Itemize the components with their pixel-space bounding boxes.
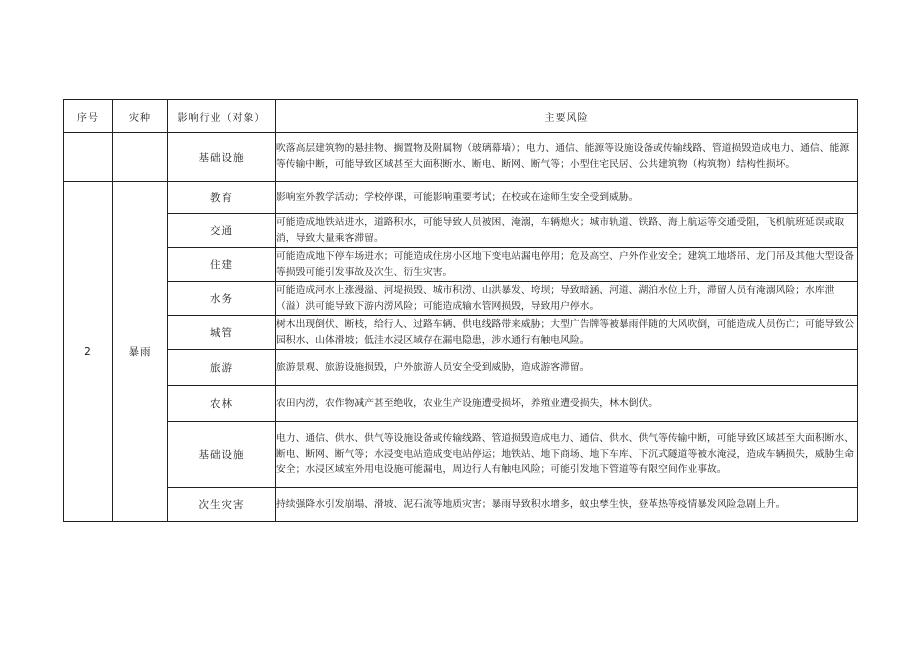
table-row [64, 316, 858, 350]
table-row [64, 422, 858, 488]
table-row [64, 282, 858, 316]
industry-cell: 住建 [168, 248, 276, 282]
risk-cell: 可能造成河水上涨漫溢、河堤损毁、城市积涝、山洪暴发、垮坝；导致暗涵、河道、湖泊水位上升，滞留人员有淹溺风险；水库泄（溢）洪可能导致下游内涝风险；可能造成输水管网损毁，导致用户停水。 [276, 282, 858, 316]
industry-cell: 城管 [168, 316, 276, 350]
industry-cell: 水务 [168, 282, 276, 316]
table-row [64, 350, 858, 386]
table-row [64, 248, 858, 282]
table-row [64, 133, 858, 182]
industry-cell: 旅游 [168, 350, 276, 386]
table-row [64, 214, 858, 248]
risk-cell: 影响室外教学活动；学校停课，可能影响重要考试；在校或在途师生安全受到威胁。 [276, 182, 858, 214]
number-cell: 2 [64, 182, 113, 522]
industry-cell: 基础设施 [168, 133, 276, 182]
disaster-cell: 暴雨 [113, 182, 168, 522]
table-row [64, 182, 858, 214]
risk-cell: 农田内涝，农作物减产甚至绝收，农业生产设施遭受损坏，养殖业遭受损失，林木倒伏。 [276, 386, 858, 422]
table-row [64, 488, 858, 522]
risk-cell: 树木出现倒伏、断枝，给行人、过路车辆、供电线路带来威胁；大型广告牌等被暴雨伴随的大风吹倒，可能造成人员伤亡；可能导致公园积水、山体滑坡；低洼水浸区域存在漏电隐患，涉水通行有触电风险。 [276, 316, 858, 350]
industry-cell: 农林 [168, 386, 276, 422]
table-header-row [64, 100, 858, 133]
disaster-cell-prev [113, 133, 168, 182]
header-risk: 主要风险 [276, 100, 858, 133]
risk-cell: 吹落高层建筑物的悬挂物、搁置物及附属物（玻璃幕墙）；电力、通信、能源等设施设备或传输线路、管道损毁造成电力、通信、能源等传输中断，可能导致区域甚至大面积断水、断电、断网、断气等；小型住宅民居、公共建筑物（构筑物）结构性损坏。 [276, 133, 858, 182]
header-industry: 影响行业（对象） [168, 100, 276, 133]
risk-cell: 可能造成地铁站进水，道路积水，可能导致人员被困、淹溺，车辆熄火；城市轨道、铁路、海上航运等交通受阻，飞机航班延误或取消，导致大量乘客滞留。 [276, 214, 858, 248]
number-cell-prev [64, 133, 113, 182]
risk-cell: 可能造成地下停车场进水；可能造成住房小区地下变电站漏电停用；危及高空、户外作业安全；建筑工地塔吊、龙门吊及其他大型设备等损毁可能引发事故及次生、衍生灾害。 [276, 248, 858, 282]
risk-table [63, 99, 858, 522]
industry-cell: 基础设施 [168, 422, 276, 488]
industry-cell: 交通 [168, 214, 276, 248]
risk-cell: 旅游景观、旅游设施损毁，户外旅游人员安全受到威胁，造成游客滞留。 [276, 350, 858, 386]
industry-cell: 教育 [168, 182, 276, 214]
industry-cell: 次生灾害 [168, 488, 276, 522]
table-row [64, 386, 858, 422]
risk-cell: 电力、通信、供水、供气等设施设备或传输线路、管道损毁造成电力、通信、供水、供气等传输中断，可能导致区域甚至大面积断水、断电、断网、断气等；水浸变电站造成变电站停运；地铁站、地下商场、地下车库、下沉式隧道等被水淹浸，造成车辆损失，威胁生命安全；水浸区域室外用电设施可能漏电，周边行人有触电风险；可能引发地下管道等有限空间作业事故。 [276, 422, 858, 488]
risk-cell: 持续强降水引发崩塌、滑坡、泥石流等地质灾害；暴雨导致积水增多，蚊虫孳生快，登革热等疫情暴发风险急剧上升。 [276, 488, 858, 522]
header-disaster: 灾种 [113, 100, 168, 133]
header-number: 序号 [64, 100, 113, 133]
